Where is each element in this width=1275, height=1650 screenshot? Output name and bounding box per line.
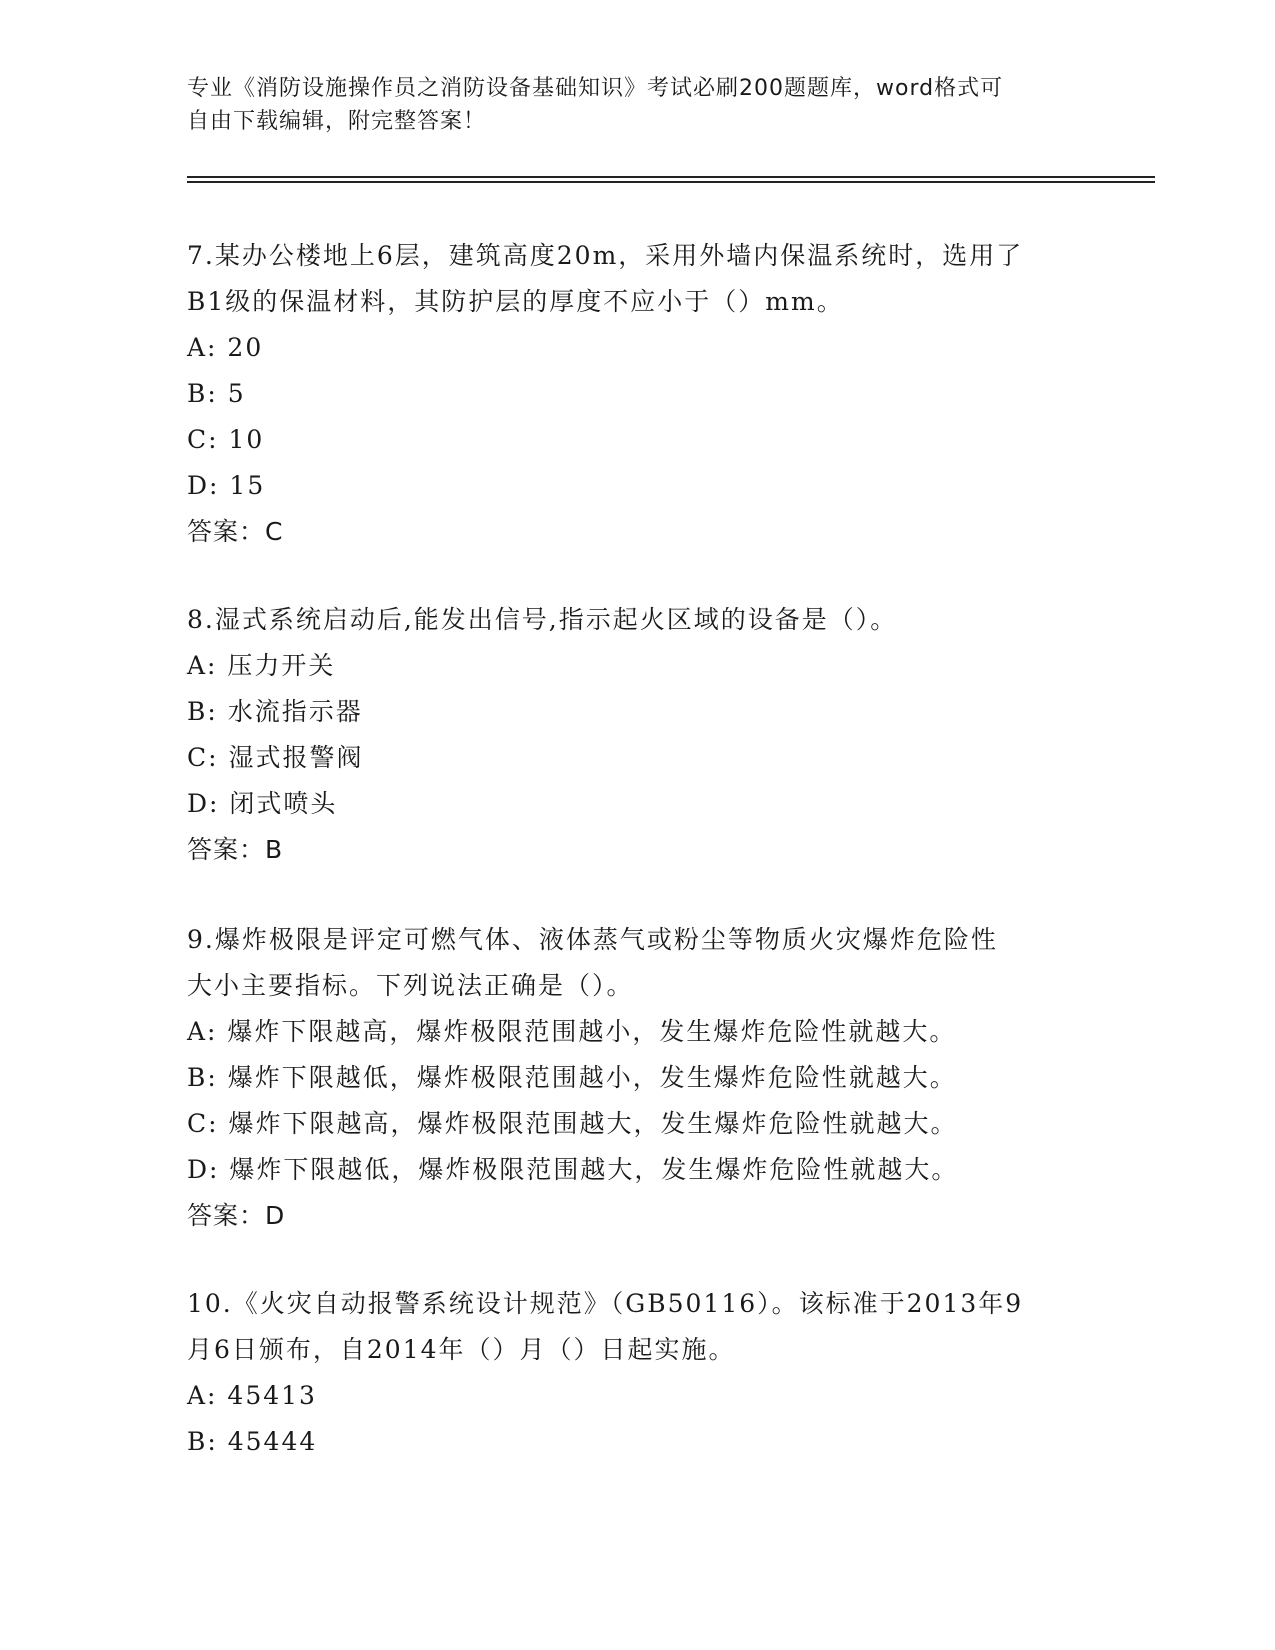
option-b: B: 5 (187, 379, 246, 408)
option-a: A: 20 (187, 333, 264, 362)
question-10 (187, 1281, 1087, 1465)
question-stem-line: 10.《火灾自动报警系统设计规范》（GB50116）。该标准于2013年9 (187, 1289, 1024, 1318)
question-9 (187, 917, 1087, 1239)
question-stem-line: 大小主要指标。下列说法正确是（）。 (187, 971, 634, 1000)
answer-line: 答案：D (187, 1201, 286, 1230)
header-line-1: 专业《消防设施操作员之消防设备基础知识》考试必刷200题题库，word格式可 (187, 76, 1004, 101)
option-d: D: 爆炸下限越低，爆炸极限范围越大，发生爆炸危险性就越大。 (187, 1155, 959, 1184)
question-stem-line: 7.某办公楼地上6层，建筑高度20m，采用外墙内保温系统时，选用了 (187, 241, 1024, 270)
header-divider-bottom (187, 181, 1155, 183)
question-stem-line: 8.湿式系统启动后,能发出信号,指示起火区域的设备是（）。 (187, 605, 898, 634)
option-b: B: 爆炸下限越低，爆炸极限范围越小，发生爆炸危险性就越大。 (187, 1063, 957, 1092)
question-stem-line: 9.爆炸极限是评定可燃气体、液体蒸气或粉尘等物质火灾爆炸危险性 (187, 925, 998, 954)
option-d: D: 闭式喷头 (187, 789, 338, 818)
question-8 (187, 597, 1087, 873)
option-c: C: 湿式报警阀 (187, 743, 364, 772)
answer-line: 答案：B (187, 835, 284, 864)
option-a: A: 压力开关 (187, 651, 336, 680)
answer-line: 答案：C (187, 517, 284, 546)
header-divider-top (187, 176, 1155, 178)
option-c: C: 爆炸下限越高，爆炸极限范围越大，发生爆炸危险性就越大。 (187, 1109, 958, 1138)
option-c: C: 10 (187, 425, 265, 454)
question-7 (187, 233, 1087, 555)
option-b: B: 水流指示器 (187, 697, 363, 726)
question-stem-line: 月6日颁布，自2014年（）月（）日起实施。 (187, 1335, 736, 1364)
document-header (187, 72, 1087, 138)
option-a: A: 45413 (187, 1381, 317, 1410)
question-stem-line: B1级的保温材料，其防护层的厚度不应小于（）mm。 (187, 287, 844, 316)
option-a: A: 爆炸下限越高，爆炸极限范围越小，发生爆炸危险性就越大。 (187, 1017, 957, 1046)
header-line-2: 自由下载编辑，附完整答案！ (187, 109, 487, 134)
option-b: B: 45444 (187, 1427, 318, 1456)
option-d: D: 15 (187, 471, 266, 500)
